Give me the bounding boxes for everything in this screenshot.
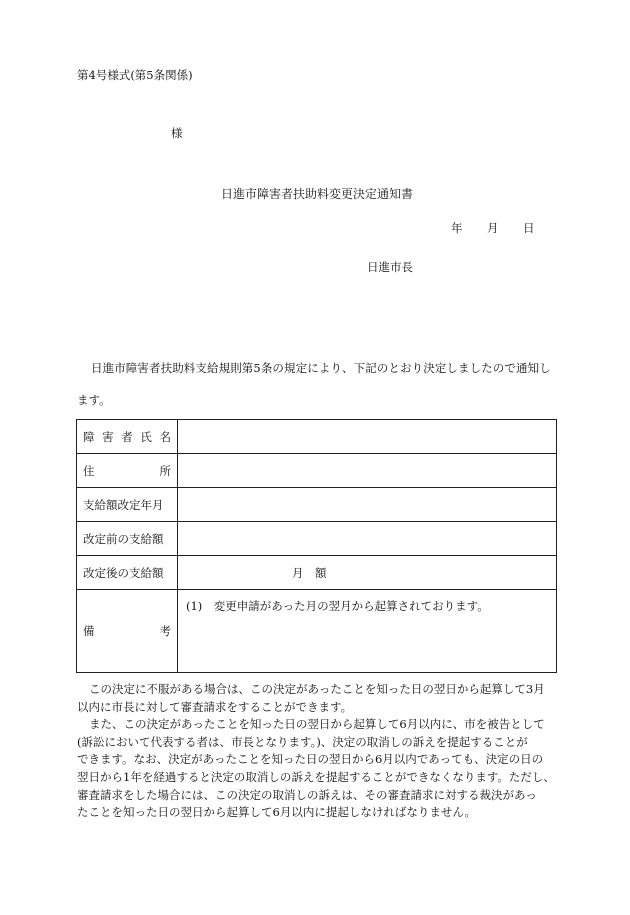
label-char: 氏 [140,429,152,444]
row-label-address [77,454,178,488]
footer-para1-line2: 以内に市長に対して審査請求をすることができます。 [77,699,353,714]
footer-para2-line3: できます。なお、決定があったことを知った日の翌日から6月以内であっても、決定の日の [77,752,544,767]
footer-para2-line1: また、この決定があったことを知った日の翌日から起算して6月以内に、市を被告として [89,717,545,732]
row-label-text: 支給額改定年月 [83,497,164,512]
label-char: 害 [102,429,114,444]
row-value-disabled-person-name[interactable] [178,420,557,454]
label-char: 所 [159,463,171,478]
row-value-revision-year-month[interactable] [178,488,557,522]
row-label-revision-year-month [77,488,178,522]
row-value-amount-before[interactable] [178,522,557,556]
date-month: 月 [487,221,499,235]
footer-notice [77,681,567,822]
row-label-text [83,429,171,445]
label-char: 者 [121,429,133,444]
label-char: 住 [83,463,95,478]
footer-para2-line2: (訴訟において代表する者は、市長となります。)、決定の取消しの訴えを提起することが [77,734,528,749]
label-char: 名 [159,429,171,444]
row-value-amount-after[interactable]: 月 額 [178,556,557,590]
date-line [451,220,535,236]
table-row [77,522,557,556]
date-day: 日 [523,221,535,235]
row-label-text: 改定後の支給額 [83,565,164,580]
row-value-remarks[interactable]: (1) 変更申請があった月の翌月から起算されております。 [178,590,557,673]
issuer: 日進市長 [367,260,413,274]
footer-para1-line1: この決定に不服がある場合は、この決定があったことを知った日の翌日から起算して3月 [89,682,545,696]
detail-table [76,419,557,673]
label-char: 障 [83,429,95,444]
row-value-address[interactable] [178,454,557,488]
row-label-text: 改定前の支給額 [83,531,164,546]
label-char: 考 [159,624,171,638]
table-row [77,420,557,454]
intro-line-1: 日進市障害者扶助料支給規則第5条の規定により、下記のとおり決定しましたので通知し [91,361,551,375]
document-title: 日進市障害者扶助料変更決定通知書 [221,187,414,201]
form-number: 第4号様式(第5条関係) [77,68,193,82]
footer-para2-line5: 審査請求をした場合には、この決定の取消しの訴えは、その審査請求に対する裁決があっ [77,787,537,802]
addressee-honorific: 様 [171,126,183,140]
row-label-disabled-person-name [77,420,178,454]
row-label-remarks [77,590,178,673]
footer-para2-line6: たことを知った日の翌日から起算して6月以内に提起しなければなりません。 [77,805,477,820]
table-row [77,488,557,522]
date-year: 年 [451,221,463,235]
row-label-amount-after [77,556,178,590]
table-row [77,590,557,673]
footer-para2-line4: 翌日から1年を経過すると決定の取消しの訴えを提起することができなくなります。ただし、 [77,769,555,784]
intro-line-2: ます。 [77,393,111,407]
row-label-text [83,463,171,479]
label-char: 備 [83,624,95,638]
table-row [77,556,557,590]
row-label-amount-before [77,522,178,556]
row-label-text [83,623,171,639]
table-row [77,454,557,488]
